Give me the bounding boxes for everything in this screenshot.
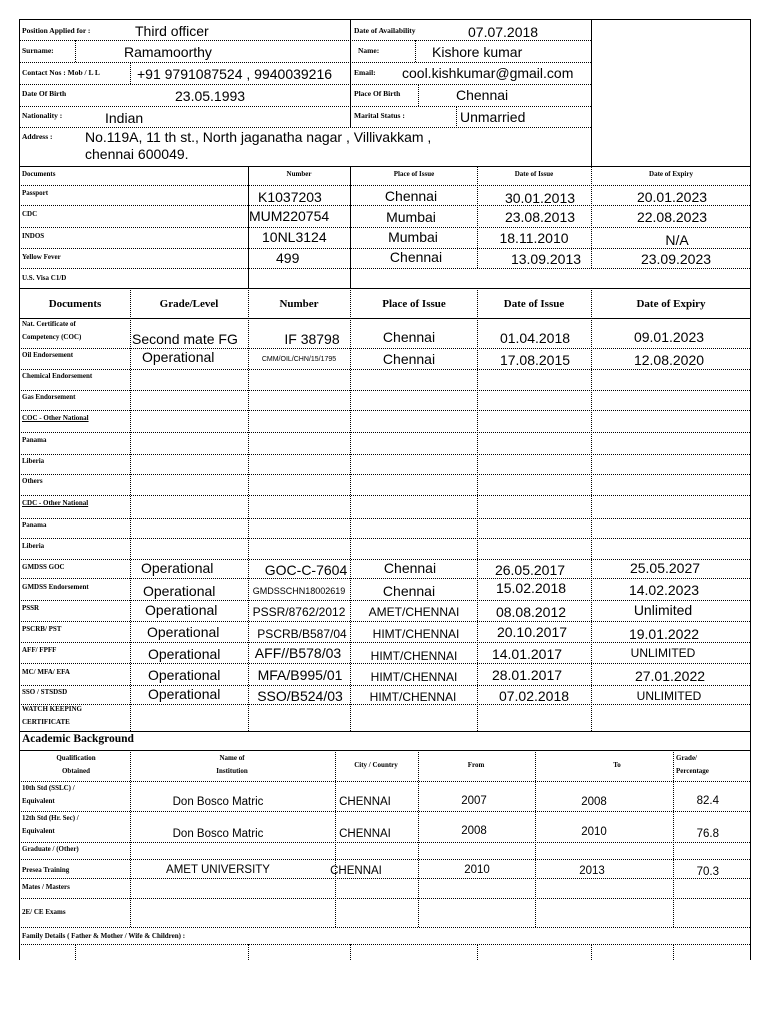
certificate-expiry: 14.02.2023 bbox=[628, 582, 700, 598]
grid-line bbox=[19, 432, 750, 433]
certificates-header-documents: Documents bbox=[48, 298, 102, 310]
grade-percentage: 76.8 bbox=[696, 828, 719, 840]
grid-line bbox=[19, 19, 20, 960]
grid-line bbox=[19, 166, 750, 167]
certificate-expiry: 19.01.2022 bbox=[628, 626, 700, 642]
year-to: 2008 bbox=[581, 796, 607, 808]
grid-line bbox=[19, 127, 591, 128]
grid-line bbox=[335, 750, 336, 927]
grid-line bbox=[535, 750, 536, 927]
document-expiry: N/A bbox=[665, 232, 689, 248]
year-from: 2010 bbox=[464, 864, 490, 876]
grid-line bbox=[19, 842, 750, 843]
availability-value: 07.07.2018 bbox=[468, 24, 539, 40]
nationality-label: Nationality : bbox=[22, 111, 63, 120]
city-country: CHENNAI bbox=[330, 865, 382, 877]
document-issue: 30.01.2013 bbox=[504, 190, 576, 206]
marital-value: Unmarried bbox=[460, 109, 526, 125]
document-name: CDC bbox=[22, 210, 38, 218]
certificate-expiry: Unlimited bbox=[633, 602, 693, 618]
certificate-place: AMET/CHENNAI bbox=[368, 605, 460, 619]
certificate-name-line2: Competency (COC) bbox=[22, 333, 82, 341]
grid-line bbox=[75, 40, 76, 62]
qualification-name: Mates / Masters bbox=[22, 883, 70, 891]
certificate-expiry: 25.05.2027 bbox=[629, 560, 701, 576]
certificate-issue: 14.01.2017 bbox=[491, 646, 563, 662]
surname-value: Ramamoorthy bbox=[124, 44, 212, 60]
certificate-name: GMDSS Endorsement bbox=[22, 583, 89, 591]
grid-line bbox=[19, 410, 750, 411]
certificate-name: GMDSS GOC bbox=[22, 563, 65, 571]
year-from: 2007 bbox=[461, 795, 487, 807]
grid-line bbox=[350, 944, 351, 960]
certificates-header-number: Number bbox=[279, 298, 319, 310]
address-line1: No.119A, 11 th st., North jaganatha nagar , Villivakkam , bbox=[85, 129, 432, 145]
grid-line bbox=[19, 518, 750, 519]
certificate-grade: Operational bbox=[148, 646, 221, 662]
document-place: Chennai bbox=[389, 249, 443, 265]
certificate-name: MC/ MFA/ EFA bbox=[22, 668, 70, 676]
academic-header-institution-line2: Institution bbox=[216, 767, 248, 775]
certificate-expiry: 09.01.2023 bbox=[633, 329, 705, 345]
certificate-name: Panama bbox=[22, 521, 47, 529]
grid-line bbox=[19, 318, 750, 319]
certificate-name: SSO / STSDSD bbox=[22, 688, 68, 696]
grid-line bbox=[673, 944, 674, 960]
certificate-name: Chemical Endorsement bbox=[22, 372, 93, 380]
grid-line bbox=[477, 166, 478, 268]
grid-line bbox=[418, 750, 419, 927]
grid-line bbox=[19, 268, 750, 269]
grid-line bbox=[19, 878, 750, 879]
grid-line bbox=[19, 781, 750, 782]
year-to: 2010 bbox=[581, 826, 607, 838]
certificate-name: COC - Other National bbox=[22, 414, 89, 422]
grid-line bbox=[350, 288, 351, 731]
certificate-place: HIMT/CHENNAI bbox=[372, 627, 460, 641]
availability-label: Date of Availability bbox=[354, 26, 416, 35]
certificate-number: GMDSSCHN18002619 bbox=[252, 586, 346, 596]
certificate-grade: Operational bbox=[143, 583, 216, 599]
grid-line bbox=[19, 288, 750, 289]
grid-line bbox=[19, 106, 591, 107]
grid-line bbox=[130, 288, 131, 731]
academic-header-to: To bbox=[613, 761, 621, 769]
document-number: 10NL3124 bbox=[262, 229, 327, 245]
grid-line bbox=[591, 19, 592, 166]
grid-line bbox=[248, 166, 249, 288]
certificate-place: HIMT/CHENNAI bbox=[369, 690, 457, 704]
grid-line bbox=[19, 859, 750, 860]
document-number: MUM220754 bbox=[249, 208, 330, 224]
document-place: Mumbai bbox=[388, 229, 438, 245]
pob-label: Place Of Birth bbox=[354, 89, 401, 98]
certificate-name: Panama bbox=[22, 436, 47, 444]
certificate-issue: 17.08.2015 bbox=[499, 352, 571, 368]
certificate-issue: 07.02.2018 bbox=[498, 688, 570, 704]
document-place: Mumbai bbox=[386, 209, 436, 225]
documents-header-place: Place of Issue bbox=[393, 170, 435, 178]
document-issue: 23.08.2013 bbox=[504, 209, 576, 225]
certificate-name: Liberia bbox=[22, 542, 45, 550]
qualification-name: Graduate / (Other) bbox=[22, 845, 79, 853]
contact-value: +91 9791087524 , 9940039216 bbox=[137, 66, 333, 82]
grid-line bbox=[19, 40, 591, 41]
address-line2: chennai 600049. bbox=[85, 146, 189, 162]
certificate-place: Chennai bbox=[382, 351, 436, 367]
grid-line bbox=[19, 205, 750, 206]
grid-line bbox=[19, 704, 750, 705]
grid-line bbox=[418, 84, 419, 106]
certificates-header-expiry: Date of Expiry bbox=[636, 298, 706, 310]
document-expiry: 23.09.2023 bbox=[640, 251, 712, 267]
certificate-name-line2: CERTIFICATE bbox=[22, 718, 70, 726]
documents-header-number: Number bbox=[286, 170, 312, 178]
grid-line bbox=[19, 621, 750, 622]
grade-percentage: 70.3 bbox=[696, 866, 719, 878]
certificate-expiry: UNLIMITED bbox=[636, 689, 702, 703]
grid-line bbox=[19, 685, 750, 686]
email-value: cool.kishkumar@gmail.com bbox=[402, 65, 574, 81]
document-name: INDOS bbox=[22, 232, 45, 240]
grid-line bbox=[415, 40, 416, 62]
qualification-name: Presea Training bbox=[22, 866, 70, 874]
academic-header-grade: Grade/ bbox=[676, 754, 697, 762]
grid-line bbox=[591, 944, 592, 960]
contact-label: Contact Nos : Mob / L L bbox=[22, 68, 100, 77]
grid-line bbox=[591, 288, 592, 731]
certificates-header-place: Place of Issue bbox=[382, 298, 446, 310]
grid-line bbox=[19, 578, 750, 579]
grid-line bbox=[19, 811, 750, 812]
grid-line bbox=[248, 288, 249, 731]
certificate-issue: 20.10.2017 bbox=[496, 624, 568, 640]
certificates-header-grade: Grade/Level bbox=[159, 298, 219, 310]
year-to: 2013 bbox=[579, 865, 605, 877]
certificate-name: CDC - Other National bbox=[22, 499, 89, 507]
academic-header-qualification: Qualification bbox=[56, 754, 96, 762]
certificate-grade: Operational bbox=[148, 667, 221, 683]
certificate-number: CMM/OIL/CHN/15/1795 bbox=[261, 356, 337, 363]
name-label: Name: bbox=[358, 46, 380, 55]
grid-line bbox=[591, 166, 592, 268]
certificate-number: SSO/B524/03 bbox=[257, 688, 343, 704]
certificate-grade: Operational bbox=[147, 624, 220, 640]
certificate-expiry: UNLIMITED bbox=[630, 646, 696, 660]
grid-line bbox=[248, 944, 249, 960]
certificate-name: PSCRB/ PST bbox=[22, 625, 62, 633]
grid-line bbox=[19, 495, 750, 496]
certificate-name: Nat. Certificate of bbox=[22, 320, 76, 328]
certificate-number: IF 38798 bbox=[284, 331, 340, 347]
institution-name: Don Bosco Matric bbox=[172, 828, 264, 840]
city-country: CHENNAI bbox=[339, 828, 391, 840]
certificate-issue: 15.02.2018 bbox=[495, 580, 567, 596]
grid-line bbox=[19, 348, 750, 349]
grid-line bbox=[19, 369, 750, 370]
certificate-name: Liberia bbox=[22, 457, 45, 465]
grid-line bbox=[19, 84, 591, 85]
certificate-name: WATCH KEEPING bbox=[22, 705, 82, 713]
dob-value: 23.05.1993 bbox=[175, 88, 246, 104]
certificate-place: Chennai bbox=[382, 583, 436, 599]
grid-line bbox=[19, 642, 750, 643]
grid-line bbox=[456, 106, 457, 128]
certificate-name: AFF/ FPFF bbox=[22, 646, 57, 654]
nationality-value: Indian bbox=[105, 110, 144, 126]
grid-line bbox=[350, 19, 351, 128]
certificate-place: Chennai bbox=[383, 560, 437, 576]
certificate-grade: Operational bbox=[142, 349, 215, 365]
certificate-grade: Operational bbox=[145, 602, 218, 618]
name-value: Kishore kumar bbox=[432, 44, 523, 60]
qualification-name: 10th Std (SSLC) / bbox=[22, 784, 75, 792]
certificate-number: MFA/B995/01 bbox=[257, 667, 343, 683]
grid-line bbox=[19, 390, 750, 391]
surname-label: Surname: bbox=[22, 46, 54, 55]
certificate-grade: Second mate FG bbox=[132, 331, 238, 347]
grid-line bbox=[19, 227, 750, 228]
certificate-number: AFF//B578/03 bbox=[254, 645, 342, 661]
documents-header-documents: Documents bbox=[22, 170, 56, 178]
certificate-place: HIMT/CHENNAI bbox=[370, 649, 458, 663]
family-details-label: Family Details ( Father & Mother / Wife & Children) : bbox=[22, 932, 186, 940]
grid-line bbox=[350, 166, 351, 288]
grid-line bbox=[19, 454, 750, 455]
grade-percentage: 82.4 bbox=[696, 795, 719, 807]
qualification-name-line2: Equivalent bbox=[22, 827, 55, 835]
grid-line bbox=[19, 248, 750, 249]
grid-line bbox=[19, 538, 750, 539]
certificate-grade: Operational bbox=[148, 686, 221, 702]
certificate-issue: 28.01.2017 bbox=[491, 667, 563, 683]
certificate-issue: 26.05.2017 bbox=[494, 562, 566, 578]
email-label: Email: bbox=[354, 68, 376, 77]
grid-line bbox=[19, 927, 750, 928]
certificate-issue: 08.08.2012 bbox=[495, 604, 567, 620]
academic-header-institution: Name of bbox=[219, 754, 245, 762]
certificate-place: Chennai bbox=[382, 329, 436, 345]
document-name: Passport bbox=[22, 189, 49, 197]
certificate-number: PSSR/8762/2012 bbox=[252, 605, 346, 619]
grid-line bbox=[19, 944, 750, 945]
grid-line bbox=[19, 898, 750, 899]
certificate-name: Gas Endorsement bbox=[22, 393, 76, 401]
academic-header-from: From bbox=[467, 761, 485, 769]
address-label: Address : bbox=[22, 132, 53, 141]
document-issue: 18.11.2010 bbox=[499, 230, 569, 246]
qualification-name: 2E/ CE Exams bbox=[22, 908, 66, 916]
documents-header-expiry: Date of Expiry bbox=[649, 170, 693, 178]
qualification-name: 12th Std (Hr. Sec) / bbox=[22, 814, 79, 822]
academic-header-city: City / Country bbox=[354, 761, 398, 769]
grid-line bbox=[19, 185, 750, 186]
certificate-name: PSSR bbox=[22, 604, 40, 612]
academic-title: Academic Background bbox=[22, 733, 134, 745]
position-label: Position Applied for : bbox=[22, 26, 91, 35]
grid-line bbox=[19, 731, 750, 732]
document-name: U.S. Visa C1/D bbox=[22, 274, 67, 282]
grid-line bbox=[477, 944, 478, 960]
year-from: 2008 bbox=[461, 825, 487, 837]
certificate-name: Others bbox=[22, 477, 43, 485]
certificate-name: Oil Endorsement bbox=[22, 351, 74, 359]
certificate-grade: Operational bbox=[141, 560, 214, 576]
certificates-header-issue: Date of Issue bbox=[503, 298, 565, 310]
grid-line bbox=[19, 600, 750, 601]
grid-line bbox=[19, 750, 750, 751]
certificate-number: PSCRB/B587/04 bbox=[257, 627, 347, 641]
document-number: 499 bbox=[276, 250, 300, 266]
certificate-expiry: 27.01.2022 bbox=[634, 668, 706, 684]
certificate-expiry: 12.08.2020 bbox=[633, 352, 705, 368]
academic-header-grade-line2: Percentage bbox=[676, 767, 709, 775]
grid-line bbox=[75, 944, 76, 960]
grid-line bbox=[19, 19, 750, 20]
qualification-name-line2: Equivalent bbox=[22, 797, 55, 805]
grid-line bbox=[19, 474, 750, 475]
grid-line bbox=[130, 62, 131, 84]
grid-line bbox=[19, 663, 750, 664]
grid-line bbox=[477, 288, 478, 731]
documents-header-issue: Date of Issue bbox=[514, 170, 554, 178]
document-name: Yellow Fever bbox=[22, 253, 61, 261]
certificate-issue: 01.04.2018 bbox=[499, 330, 571, 346]
position-value: Third officer bbox=[135, 23, 209, 39]
document-number: K1037203 bbox=[258, 189, 322, 205]
grid-line bbox=[673, 750, 674, 927]
pob-value: Chennai bbox=[456, 87, 509, 103]
certificate-number: GOC-C-7604 bbox=[264, 562, 348, 578]
dob-label: Date Of Birth bbox=[22, 89, 67, 98]
grid-line bbox=[750, 19, 751, 960]
academic-header-qualification-line2: Obtained bbox=[61, 767, 91, 775]
document-issue: 13.09.2013 bbox=[510, 251, 582, 267]
certificate-place: HIMT/CHENNAI bbox=[370, 670, 458, 684]
document-expiry: 22.08.2023 bbox=[636, 209, 708, 225]
grid-line bbox=[19, 62, 591, 63]
document-place: Chennai bbox=[384, 188, 438, 204]
institution-name: Don Bosco Matric bbox=[172, 796, 264, 808]
document-expiry: 20.01.2023 bbox=[636, 189, 708, 205]
marital-label: Marital Status : bbox=[354, 111, 405, 120]
institution-name: AMET UNIVERSITY bbox=[166, 864, 270, 876]
city-country: CHENNAI bbox=[339, 796, 391, 808]
grid-line bbox=[130, 750, 131, 927]
